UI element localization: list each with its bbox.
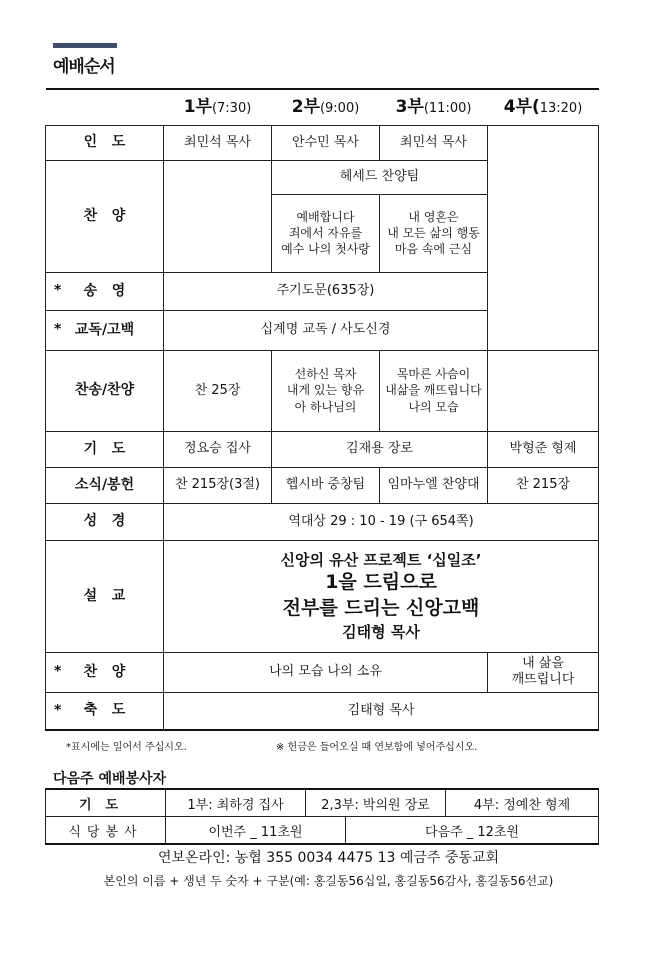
label-praise: 찬 양	[46, 160, 164, 272]
intro-3: 최민석 목사	[380, 125, 488, 160]
service-header-row	[46, 89, 599, 125]
next-prayer-1: 1부: 최하경 집사	[166, 789, 306, 817]
closing-song-value: 나의 모습 나의 소유	[164, 652, 488, 692]
prayer-1: 정요승 집사	[164, 431, 272, 467]
praise-songs-3: 내 영혼은 내 모든 삶의 행동 마음 속에 근심	[380, 194, 488, 272]
section-title: 예배순서	[53, 57, 115, 77]
praise-1-empty	[164, 160, 272, 272]
offering-4: 찬 215장	[488, 467, 599, 503]
hymn-value: 주기도문(635장)	[164, 272, 488, 310]
row-benediction	[46, 692, 599, 730]
scripture-value: 역대상 29 : 10 - 19 (구 654쪽)	[164, 503, 599, 540]
next-cafeteria-row	[46, 817, 599, 845]
closing-song-4: 내 삶을 깨뜨립니다	[488, 652, 599, 692]
next-cafeteria-label: 식당봉사	[46, 817, 166, 845]
sermon-block	[164, 540, 599, 652]
row-sermon	[46, 540, 599, 652]
next-prayer-row	[46, 789, 599, 817]
sermon-title-line3: 전부를 드리는 신앙고백	[282, 597, 480, 619]
service-4-merged	[488, 125, 599, 350]
next-prayer-23: 2,3부: 박의원 장로	[306, 789, 446, 817]
label-creed: * 교독/고백	[46, 310, 164, 350]
service-2-header: 2부(9:00)	[272, 89, 380, 125]
label-prayer: 기 도	[46, 431, 164, 467]
creed-value: 십계명 교독 / 사도신경	[164, 310, 488, 350]
choir-4-empty	[488, 350, 599, 431]
row-prayer	[46, 431, 599, 467]
next-cafeteria-next: 다음주 _ 12초원	[346, 817, 599, 845]
service-3-header: 3부(11:00)	[380, 89, 488, 125]
praise-songs-2: 예배합니다 죄에서 자유를 예수 나의 첫사랑	[272, 194, 380, 272]
benediction-value: 김태형 목사	[164, 692, 599, 730]
row-offering	[46, 467, 599, 503]
title-bar-decoration	[53, 43, 117, 48]
online-offering-account: 연보온라인: 농협 355 0034 4475 13 예금주 중동교회	[158, 850, 499, 866]
prayer-4: 박형준 형제	[488, 431, 599, 467]
note-stand: *표시에는 일어서 주십시오.	[66, 742, 187, 753]
label-hymn: * 송 영	[46, 272, 164, 310]
service-4-header: 4부(13:20)	[488, 89, 599, 125]
label-choir: 찬송/찬양	[46, 350, 164, 431]
intro-1: 최민석 목사	[164, 125, 272, 160]
next-cafeteria-this: 이번주 _ 11초원	[166, 817, 346, 845]
choir-1: 찬 25장	[164, 350, 272, 431]
header-blank	[46, 89, 164, 125]
row-scripture	[46, 503, 599, 540]
row-intro	[46, 125, 599, 160]
label-scripture: 성 경	[46, 503, 164, 540]
label-closing-song: * 찬 양	[46, 652, 164, 692]
intro-2: 안수민 목사	[272, 125, 380, 160]
service-1-header: 1부(7:30)	[164, 89, 272, 125]
choir-songs-3: 목마른 사슴이 내삶을 깨뜨립니다 나의 모습	[380, 350, 488, 431]
note-offering: ※ 헌금은 들어오실 때 연보함에 넣어주십시오.	[276, 742, 478, 753]
sermon-title-line2: 1을 드림으로	[325, 571, 437, 594]
praise-team: 헤세드 찬양팀	[272, 160, 488, 194]
online-offering-note: 본인의 이름 + 생년 두 숫자 + 구분(예: 홍길동56십일, 홍길동56감사, 홍길동56선교)	[103, 874, 554, 888]
next-prayer-label: 기도	[46, 789, 166, 817]
offering-1: 찬 215장(3절)	[164, 467, 272, 503]
label-sermon: 설 교	[46, 540, 164, 652]
sermon-title-line1: 신앙의 유산 프로젝트 ‘십일조’	[280, 551, 482, 570]
offering-2: 헵시바 중창팀	[272, 467, 380, 503]
label-offering: 소식/봉헌	[46, 467, 164, 503]
next-week-title: 다음주 예배봉사자	[53, 771, 167, 787]
notes	[66, 738, 596, 753]
choir-songs-2: 선하신 목자 내게 있는 향유 아 하나님의	[272, 350, 380, 431]
row-choir	[46, 350, 599, 431]
sermon-preacher: 김태형 목사	[342, 622, 420, 641]
row-closing-song	[46, 652, 599, 692]
label-intro: 인 도	[46, 125, 164, 160]
worship-order-table	[45, 88, 599, 731]
next-week-table	[45, 788, 599, 845]
prayer-23: 김재용 장로	[272, 431, 488, 467]
next-prayer-4: 4부: 정예찬 형제	[446, 789, 599, 817]
offering-3: 임마누엘 찬양대	[380, 467, 488, 503]
label-benediction: * 축 도	[46, 692, 164, 730]
